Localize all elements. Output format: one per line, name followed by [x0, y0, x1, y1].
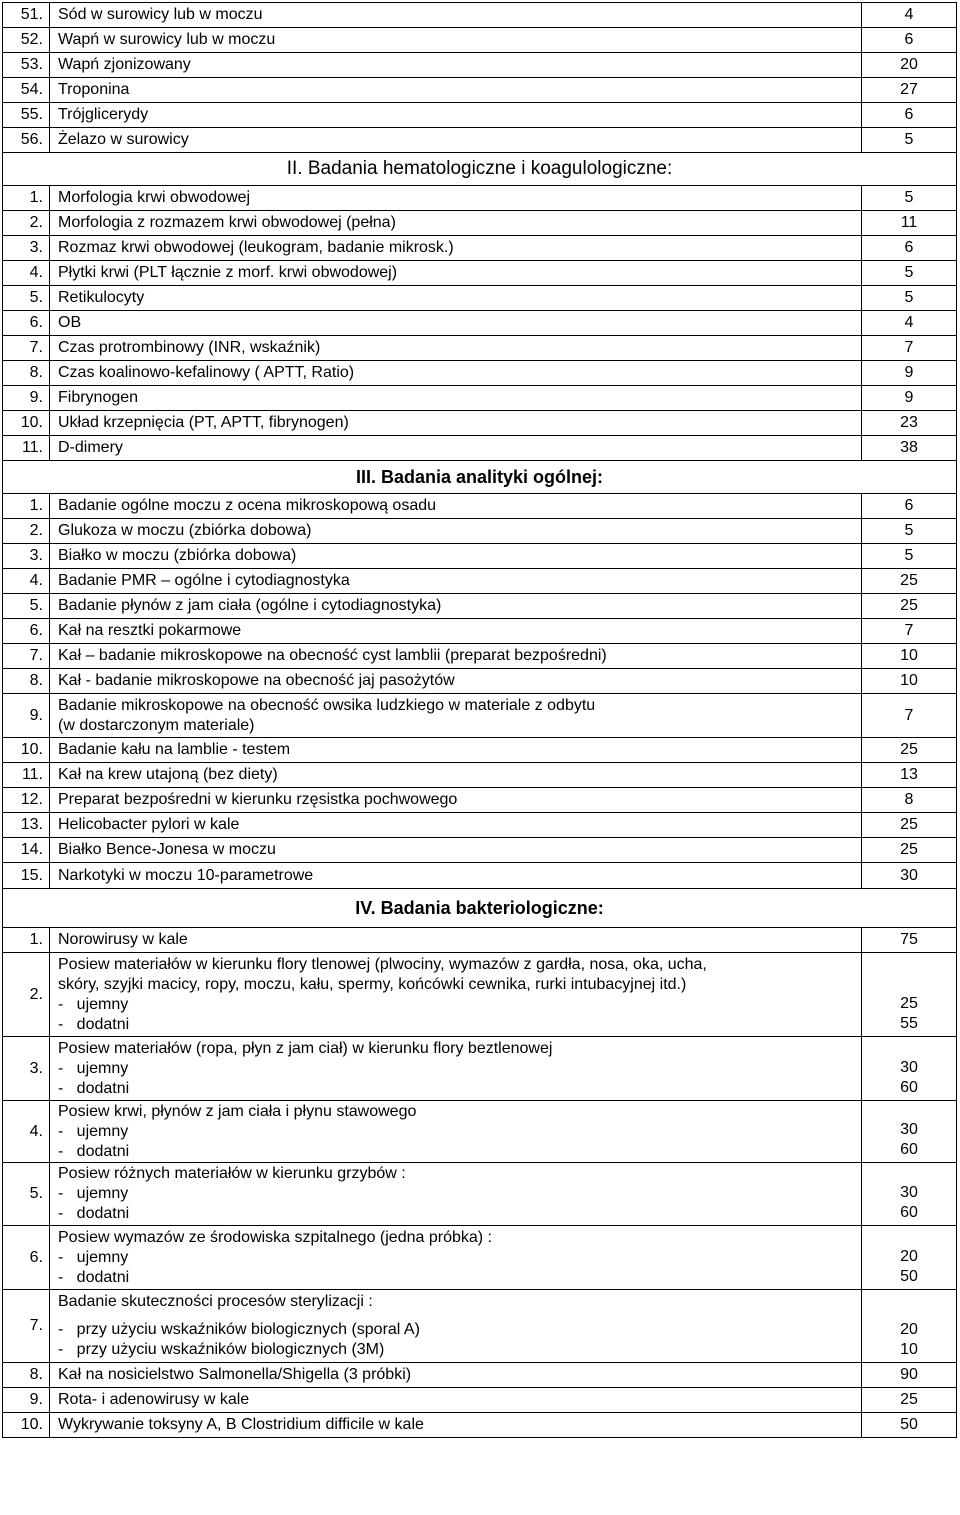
table-row: [3, 1413, 957, 1438]
table-row: [3, 763, 957, 788]
test-name: Wapń zjonizowany: [50, 53, 862, 78]
result-negative-label: - ujemny: [58, 995, 129, 1013]
row-number: 3.: [3, 544, 50, 569]
section-title: IV. Badania bakteriologiczne:: [3, 889, 957, 928]
row-number: 6.: [3, 619, 50, 644]
section-title: III. Badania analityki ogólnej:: [3, 461, 957, 494]
table-row: [3, 436, 957, 461]
table-row: [3, 1290, 957, 1363]
test-price: 75: [862, 928, 957, 953]
test-name: Badanie płynów z jam ciała (ogólne i cytodiagnostyka): [50, 594, 862, 619]
test-price: 4: [862, 311, 957, 336]
test-price: 5: [862, 128, 957, 153]
table-row: [3, 361, 957, 386]
test-price: 90: [862, 1363, 957, 1388]
test-name: Układ krzepnięcia (PT, APTT, fibrynogen): [50, 411, 862, 436]
row-number: 1.: [3, 186, 50, 211]
test-name: Norowirusy w kale: [50, 928, 862, 953]
test-price: 25: [862, 738, 957, 763]
price-sporal: 20: [900, 1321, 918, 1338]
test-name-line: Posiew różnych materiałów w kierunku grzybów :: [58, 1165, 406, 1182]
table-row: [3, 863, 957, 889]
test-name: Białko w moczu (zbiórka dobowa): [50, 544, 862, 569]
row-number: 2.: [3, 211, 50, 236]
table-row: [3, 953, 957, 1037]
test-name: D-dimery: [50, 436, 862, 461]
table-row: [3, 236, 957, 261]
test-price: 25: [862, 594, 957, 619]
row-number: 11.: [3, 763, 50, 788]
test-name: OB: [50, 311, 862, 336]
table-row: [3, 28, 957, 53]
test-price: 8: [862, 788, 957, 813]
test-name: Helicobacter pylori w kale: [50, 813, 862, 838]
test-name: [50, 953, 862, 1037]
row-number: 13.: [3, 813, 50, 838]
test-name: Sód w surowicy lub w moczu: [50, 3, 862, 28]
row-number: 2.: [3, 953, 50, 1037]
test-price: 10: [862, 669, 957, 694]
test-name: Czas koalinowo-kefalinowy ( APTT, Ratio): [50, 361, 862, 386]
row-number: 5.: [3, 594, 50, 619]
price-negative: 30: [900, 1121, 918, 1138]
table-row: [3, 336, 957, 361]
test-price: 38: [862, 436, 957, 461]
test-price: 6: [862, 28, 957, 53]
table-row: [3, 286, 957, 311]
row-number: 5.: [3, 1163, 50, 1226]
table-row: [3, 261, 957, 286]
row-number: 8.: [3, 361, 50, 386]
test-name: Rozmaz krwi obwodowej (leukogram, badanie mikrosk.): [50, 236, 862, 261]
result-negative-label: - ujemny: [58, 1248, 129, 1266]
result-positive-label: - dodatni: [58, 1015, 130, 1033]
table-row: [3, 103, 957, 128]
row-number: 4.: [3, 261, 50, 286]
result-negative-label: - ujemny: [58, 1059, 129, 1077]
test-name: Badanie kału na lamblie - testem: [50, 738, 862, 763]
test-name: [50, 1226, 862, 1290]
test-name: Glukoza w moczu (zbiórka dobowa): [50, 519, 862, 544]
result-positive-label: - dodatni: [58, 1142, 130, 1160]
test-name: Morfologia z rozmazem krwi obwodowej (pełna): [50, 211, 862, 236]
row-number: 10.: [3, 411, 50, 436]
test-name: Retikulocyty: [50, 286, 862, 311]
table-row: [3, 311, 957, 336]
row-number: 6.: [3, 311, 50, 336]
test-price: [862, 1037, 957, 1101]
table-row: [3, 386, 957, 411]
test-name: Kał na resztki pokarmowe: [50, 619, 862, 644]
test-name: Rota- i adenowirusy w kale: [50, 1388, 862, 1413]
test-price: 20: [862, 53, 957, 78]
row-number: 5.: [3, 286, 50, 311]
row-number: 56.: [3, 128, 50, 153]
table-row: [3, 594, 957, 619]
table-row: [3, 1163, 957, 1226]
table-row: [3, 544, 957, 569]
test-price: 25: [862, 813, 957, 838]
table-row: [3, 1363, 957, 1388]
table-row: [3, 569, 957, 594]
table-row: [3, 1101, 957, 1163]
test-name: Czas protrombinowy (INR, wskaźnik): [50, 336, 862, 361]
table-row: [3, 211, 957, 236]
test-name: [50, 1163, 862, 1226]
test-price: 7: [862, 619, 957, 644]
row-number: 14.: [3, 838, 50, 863]
test-price: 7: [862, 336, 957, 361]
test-name: Płytki krwi (PLT łącznie z morf. krwi obwodowej): [50, 261, 862, 286]
test-name: Kał na krew utajoną (bez diety): [50, 763, 862, 788]
test-price: 25: [862, 569, 957, 594]
test-price: [862, 1101, 957, 1163]
result-negative-label: - ujemny: [58, 1185, 129, 1202]
test-price: 7: [862, 694, 957, 738]
result-negative-label: - ujemny: [58, 1122, 129, 1140]
test-name: Badanie ogólne moczu z ocena mikroskopową osadu: [50, 494, 862, 519]
table-row: [3, 644, 957, 669]
test-price: 27: [862, 78, 957, 103]
table-row: [3, 128, 957, 153]
test-name: Badanie PMR – ogólne i cytodiagnostyka: [50, 569, 862, 594]
test-name: Wapń w surowicy lub w moczu: [50, 28, 862, 53]
table-row: [3, 838, 957, 863]
row-number: 55.: [3, 103, 50, 128]
price-table: [2, 2, 957, 1438]
row-number: 6.: [3, 1226, 50, 1290]
section-header-row: [3, 153, 957, 186]
table-row: [3, 694, 957, 738]
row-number: 10.: [3, 1413, 50, 1438]
row-number: 15.: [3, 863, 50, 889]
test-name-line: (w dostarczonym materiale): [58, 716, 255, 734]
row-number: 52.: [3, 28, 50, 53]
test-name-line: Posiew wymazów ze środowiska szpitalnego (jedna próbka) :: [58, 1228, 492, 1246]
test-name: Troponina: [50, 78, 862, 103]
test-price: 9: [862, 361, 957, 386]
price-negative: 20: [900, 1248, 918, 1265]
test-name: Kał na nosicielstwo Salmonella/Shigella (3 próbki): [50, 1363, 862, 1388]
row-number: 8.: [3, 669, 50, 694]
table-row: [3, 788, 957, 813]
row-number: 8.: [3, 1363, 50, 1388]
test-name: [50, 1037, 862, 1101]
table-row: [3, 738, 957, 763]
method-3m-label: - przy użyciu wskaźników biologicznych (3M): [58, 1341, 385, 1358]
table-row: [3, 519, 957, 544]
test-name-line: Posiew materiałów (ropa, płyn z jam ciał) w kierunku flory beztlenowej: [58, 1039, 553, 1057]
test-price: 6: [862, 103, 957, 128]
table-row: [3, 669, 957, 694]
table-row: [3, 1037, 957, 1101]
row-number: 3.: [3, 1037, 50, 1101]
row-number: 1.: [3, 928, 50, 953]
test-price: 5: [862, 544, 957, 569]
row-number: 9.: [3, 694, 50, 738]
test-price: 30: [862, 863, 957, 889]
row-number: 7.: [3, 1290, 50, 1363]
test-name: [50, 694, 862, 738]
test-price: 13: [862, 763, 957, 788]
test-price: 11: [862, 211, 957, 236]
test-price: 25: [862, 1388, 957, 1413]
row-number: 4.: [3, 1101, 50, 1163]
test-price: 4: [862, 3, 957, 28]
test-name: Trójglicerydy: [50, 103, 862, 128]
test-name-line: Badanie skuteczności procesów sterylizacji :: [58, 1293, 373, 1310]
result-positive-label: - dodatni: [58, 1268, 130, 1286]
row-number: 9.: [3, 1388, 50, 1413]
row-number: 54.: [3, 78, 50, 103]
price-positive: 55: [900, 1015, 918, 1032]
table-row: [3, 928, 957, 953]
row-number: 10.: [3, 738, 50, 763]
row-number: 1.: [3, 494, 50, 519]
price-negative: 25: [900, 995, 918, 1012]
test-name: Preparat bezpośredni w kierunku rzęsistka pochwowego: [50, 788, 862, 813]
row-number: 9.: [3, 386, 50, 411]
row-number: 11.: [3, 436, 50, 461]
test-name-line: Badanie mikroskopowe na obecność owsika ludzkiego w materiale z odbytu: [58, 696, 596, 714]
test-price: [862, 1226, 957, 1290]
test-price: 5: [862, 186, 957, 211]
test-name: Wykrywanie toksyny A, B Clostridium difficile w kale: [50, 1413, 862, 1438]
test-name: Narkotyki w moczu 10-parametrowe: [50, 863, 862, 889]
row-number: 2.: [3, 519, 50, 544]
table-row: [3, 411, 957, 436]
price-negative: 30: [900, 1184, 918, 1201]
row-number: 4.: [3, 569, 50, 594]
row-number: 7.: [3, 336, 50, 361]
row-number: 7.: [3, 644, 50, 669]
test-price: 9: [862, 386, 957, 411]
test-name: Kał – badanie mikroskopowe na obecność cyst lamblii (preparat bezpośredni): [50, 644, 862, 669]
price-negative: 30: [900, 1059, 918, 1076]
table-row: [3, 78, 957, 103]
price-positive: 50: [900, 1268, 918, 1285]
table-row: [3, 494, 957, 519]
test-price: 25: [862, 838, 957, 863]
test-price: 5: [862, 261, 957, 286]
test-name: Białko Bence-Jonesa w moczu: [50, 838, 862, 863]
test-name: Fibrynogen: [50, 386, 862, 411]
test-price: 5: [862, 286, 957, 311]
row-number: 12.: [3, 788, 50, 813]
test-price: 50: [862, 1413, 957, 1438]
test-price: 23: [862, 411, 957, 436]
result-positive-label: - dodatni: [58, 1079, 130, 1097]
test-price: 5: [862, 519, 957, 544]
price-positive: 60: [900, 1204, 918, 1221]
row-number: 3.: [3, 236, 50, 261]
table-row: [3, 813, 957, 838]
result-positive-label: - dodatni: [58, 1205, 130, 1222]
table-row: [3, 3, 957, 28]
table-row: [3, 1226, 957, 1290]
test-price: 10: [862, 644, 957, 669]
test-price: [862, 1163, 957, 1226]
section-title: II. Badania hematologiczne i koagulologiczne:: [3, 153, 957, 186]
method-sporal-label: - przy użyciu wskaźników biologicznych (sporal A): [58, 1321, 420, 1338]
row-number: 53.: [3, 53, 50, 78]
price-positive: 60: [900, 1141, 918, 1158]
test-name-line: skóry, szyjki macicy, ropy, moczu, kału, spermy, końcówki cewnika, rurki intubacyjnej itd.): [58, 975, 687, 993]
table-row: [3, 1388, 957, 1413]
section-header-row: [3, 889, 957, 928]
test-name: Morfologia krwi obwodowej: [50, 186, 862, 211]
test-name: Żelazo w surowicy: [50, 128, 862, 153]
table-row: [3, 186, 957, 211]
price-3m: 10: [900, 1341, 918, 1358]
test-price: 6: [862, 494, 957, 519]
test-price: 6: [862, 236, 957, 261]
test-name-line: Posiew krwi, płynów z jam ciała i płynu stawowego: [58, 1102, 417, 1120]
table-row: [3, 53, 957, 78]
price-positive: 60: [900, 1079, 918, 1096]
test-name: Kał - badanie mikroskopowe na obecność jaj pasożytów: [50, 669, 862, 694]
test-name: [50, 1290, 862, 1363]
table-row: [3, 619, 957, 644]
test-price: [862, 1290, 957, 1363]
row-number: 51.: [3, 3, 50, 28]
section-header-row: [3, 461, 957, 494]
test-name: [50, 1101, 862, 1163]
test-price: [862, 953, 957, 1037]
test-name-line: Posiew materiałów w kierunku flory tlenowej (plwociny, wymazów z gardła, nosa, oka, ucha,: [58, 955, 707, 973]
